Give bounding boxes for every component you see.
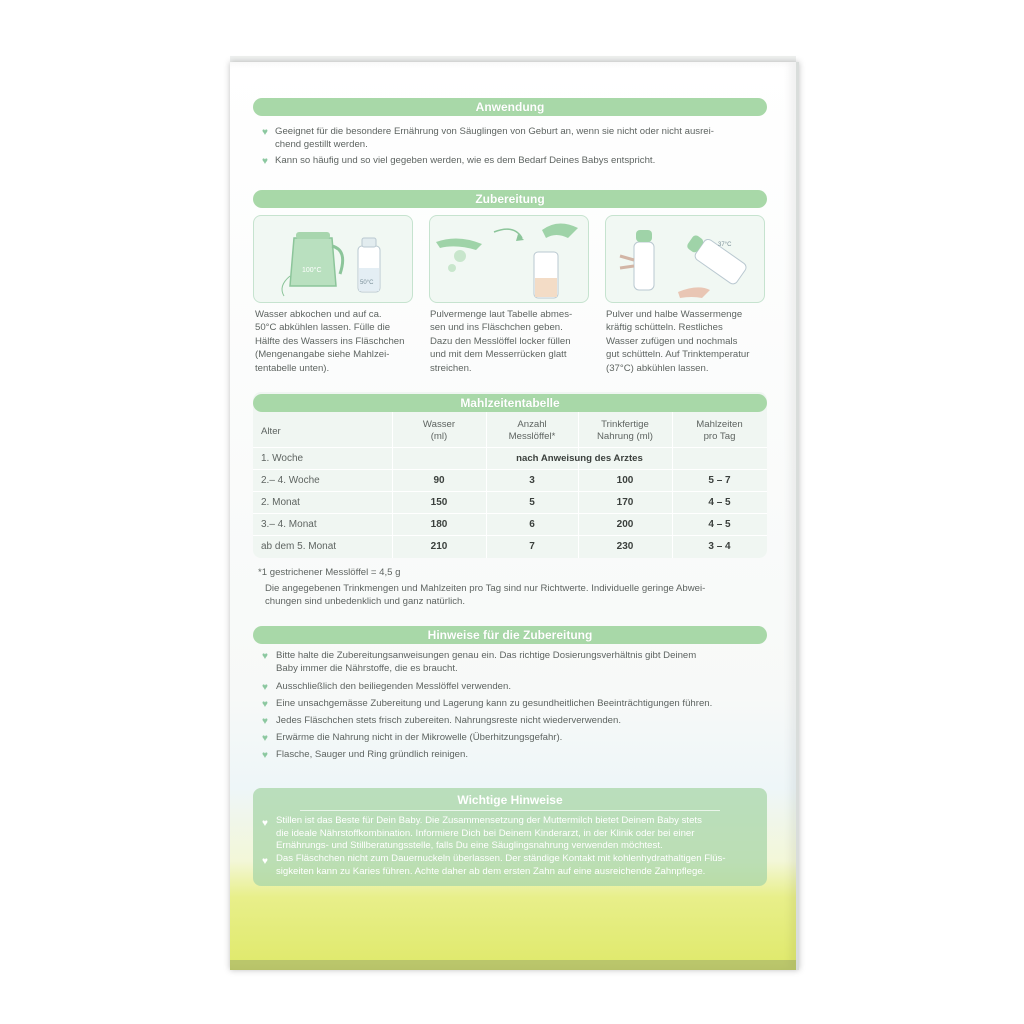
step-3-illustration (605, 215, 765, 303)
step-2-text (430, 308, 600, 375)
table-note-line-2: chungen sind unbedenklich und ganz natürlich. (265, 596, 466, 607)
table-cell-wasser: 90 (433, 475, 445, 486)
section-title-anwendung: Anwendung (253, 98, 767, 116)
temp-label-37: 37°C (718, 242, 732, 248)
heart-bullet-icon: ♥ (262, 818, 268, 829)
hinweis-item: Erwärme die Nahrung nicht in der Mikrowelle (Überhitzungsgefahr). (276, 732, 563, 743)
hinweis-line: Baby immer die Nährstoffe, die es braucht. (276, 663, 458, 674)
table-cell-nahrung: 100 (616, 475, 634, 486)
wichtig-item (276, 815, 702, 853)
table-cell-nahrung: 230 (616, 541, 634, 552)
table-cell-alter: 3.– 4. Monat (261, 519, 317, 530)
header-line: Messlöffel* (508, 431, 556, 442)
table-header-wasser (392, 419, 486, 443)
step-3-line: Wasser zufügen und nochmals (606, 335, 738, 347)
heart-bullet-icon: ♥ (262, 856, 268, 867)
table-cell-wasser: 210 (430, 541, 448, 552)
divider (300, 810, 720, 811)
wichtig-line: die ideale Nährstoffkombination. Informiere Dich bei Deinem Kinderarzt, in der Klinik oder bei einer (276, 827, 695, 839)
wichtig-line: Das Fläschchen nicht zum Dauernuckeln überlassen. Der ständige Kontakt mit kohlenhydrathaltigen Flüs- (276, 853, 726, 864)
hinweis-item (276, 649, 696, 675)
header-line: pro Tag (703, 431, 736, 442)
hinweis-item: Jedes Fläschchen stets frisch zubereiten. Nahrungsreste nicht wiederverwenden. (276, 715, 622, 726)
table-row-divider (253, 513, 767, 514)
heart-bullet-icon: ♥ (262, 716, 268, 727)
anwendung-line-3: Kann so häufig und so viel gegeben werden, wie es dem Bedarf Deines Babys entspricht. (275, 155, 656, 166)
anwendung-line-1: Geeignet für die besondere Ernährung von Säuglingen von Geburt an, wenn sie nicht oder nicht ausrei- (275, 126, 714, 137)
table-row-divider (253, 447, 767, 448)
section-title-wichtig: Wichtige Hinweise (457, 793, 563, 807)
table-cell-mahlzeiten: 3 – 4 (708, 541, 731, 552)
table-cell-nahrung: 170 (616, 497, 634, 508)
table-cell-mahlzeiten: 4 – 5 (708, 497, 731, 508)
hinweis-item: Flasche, Sauger und Ring gründlich reinigen. (276, 749, 468, 760)
step-2-line: sen und ins Fläschchen geben. (430, 322, 563, 334)
table-footnote: *1 gestrichener Messlöffel = 4,5 g (258, 567, 401, 578)
table-row-divider (253, 535, 767, 536)
table-cell-alter: 2. Monat (261, 497, 300, 508)
step-3-line: Pulver und halbe Wassermenge (606, 309, 743, 320)
anwendung-line-2: chend gestillt werden. (275, 139, 368, 150)
heart-bullet-icon: ♥ (262, 699, 268, 710)
hinweis-item: Eine unsachgemässe Zubereitung und Lagerung kann zu gesundheitlichen Beeinträchtigungen führen. (276, 698, 713, 709)
table-row-divider (253, 469, 767, 470)
heart-bullet-icon: ♥ (262, 127, 268, 138)
heart-bullet-icon: ♥ (262, 156, 268, 167)
section-title-zubereitung: Zubereitung (253, 190, 767, 208)
table-cell-note: nach Anweisung des Arztes (516, 453, 643, 464)
heart-bullet-icon: ♥ (262, 750, 268, 761)
temp-label-50: 50°C (360, 280, 374, 286)
table-cell-mahlzeiten: 4 – 5 (708, 519, 731, 530)
table-cell-alter: 2.– 4. Woche (261, 475, 320, 486)
step-2-line: streichen. (430, 362, 472, 374)
header-line: Wasser (422, 419, 456, 430)
step-1-line: Wasser abkochen und auf ca. (255, 309, 382, 320)
heart-bullet-icon: ♥ (262, 682, 268, 693)
wichtig-item (276, 853, 726, 878)
measuring-scoop-icon (430, 216, 588, 302)
step-1-line: 50°C abkühlen lassen. Fülle die (255, 322, 391, 334)
hand-icon (678, 287, 710, 298)
table-cell-wasser: 180 (430, 519, 448, 530)
step-3-text (606, 308, 776, 375)
table-cell-wasser: 150 (430, 497, 448, 508)
header-line: Mahlzeiten (696, 419, 743, 430)
table-row-divider (253, 491, 767, 492)
table-header-nahrung (578, 419, 672, 443)
hinweis-item: Ausschließlich den beiliegenden Messlöffel verwenden. (276, 681, 512, 692)
header-line: Trinkfertige (601, 419, 649, 430)
step-2-illustration (429, 215, 589, 303)
step-2-line: und mit dem Messerrücken glatt (430, 349, 567, 361)
table-cell-messloeffel: 5 (529, 497, 535, 508)
heart-bullet-icon: ♥ (262, 651, 268, 662)
table-cell-messloeffel: 7 (529, 541, 535, 552)
step-1-line: (Mengenangabe siehe Mahlzei- (255, 349, 390, 361)
step-1-line: tentabelle unten). (255, 362, 330, 374)
bottle-icon (606, 216, 764, 302)
section-title-mahlzeiten: Mahlzeitentabelle (253, 394, 767, 412)
box-bottom-edge (230, 960, 796, 970)
step-2-line: Pulvermenge laut Tabelle abmes- (430, 309, 573, 320)
temp-label-100: 100°C (302, 267, 322, 274)
step-3-line: gut schütteln. Auf Trinktemperatur (606, 349, 750, 361)
table-cell-nahrung: 200 (616, 519, 634, 530)
table-header-messloeffel (486, 419, 578, 443)
wichtig-line: sigkeiten kann zu Karies führen. Achte daher ab dem ersten Zahn auf eine ausreichende Zahnpflege. (276, 865, 706, 877)
step-1-illustration (253, 215, 413, 303)
kettle-icon (254, 216, 412, 302)
section-title-hinweise: Hinweise für die Zubereitung (253, 626, 767, 644)
table-header-alter: Alter (261, 426, 281, 437)
table-cell-mahlzeiten: 5 – 7 (708, 475, 731, 486)
table-cell-alter: ab dem 5. Monat (261, 541, 337, 552)
table-header-mahlzeiten (672, 419, 767, 443)
table-note-line-1: Die angegebenen Trinkmengen und Mahlzeiten pro Tag sind nur Richtwerte. Individuelle geringe Abwei- (265, 583, 706, 594)
table-cell-messloeffel: 6 (529, 519, 535, 530)
table-cell-messloeffel: 3 (529, 475, 535, 486)
header-line: Anzahl (517, 419, 547, 430)
step-2-line: Dazu den Messlöffel locker füllen (430, 335, 571, 347)
header-line: Nahrung (ml) (597, 431, 653, 442)
step-1-text (255, 308, 425, 375)
step-3-line: kräftig schütteln. Restliches (606, 322, 723, 334)
hinweis-line: Bitte halte die Zubereitungsanweisungen genau ein. Das richtige Dosierungsverhältnis gibt Deinem (276, 650, 697, 661)
header-line: (ml) (430, 431, 448, 442)
table-cell-alter: 1. Woche (261, 453, 304, 464)
wichtig-line: Ernährungs- und Stillberatungsstelle, falls Du eine Säuglingsnahrung verwenden möchtest. (276, 840, 663, 852)
step-3-line: (37°C) abkühlen lassen. (606, 362, 709, 374)
heart-bullet-icon: ♥ (262, 733, 268, 744)
step-1-line: Hälfte des Wassers ins Fläschchen (255, 335, 405, 347)
wichtig-line: Stillen ist das Beste für Dein Baby. Die Zusammensetzung der Muttermilch bietet Deinem Baby stets (276, 815, 702, 826)
